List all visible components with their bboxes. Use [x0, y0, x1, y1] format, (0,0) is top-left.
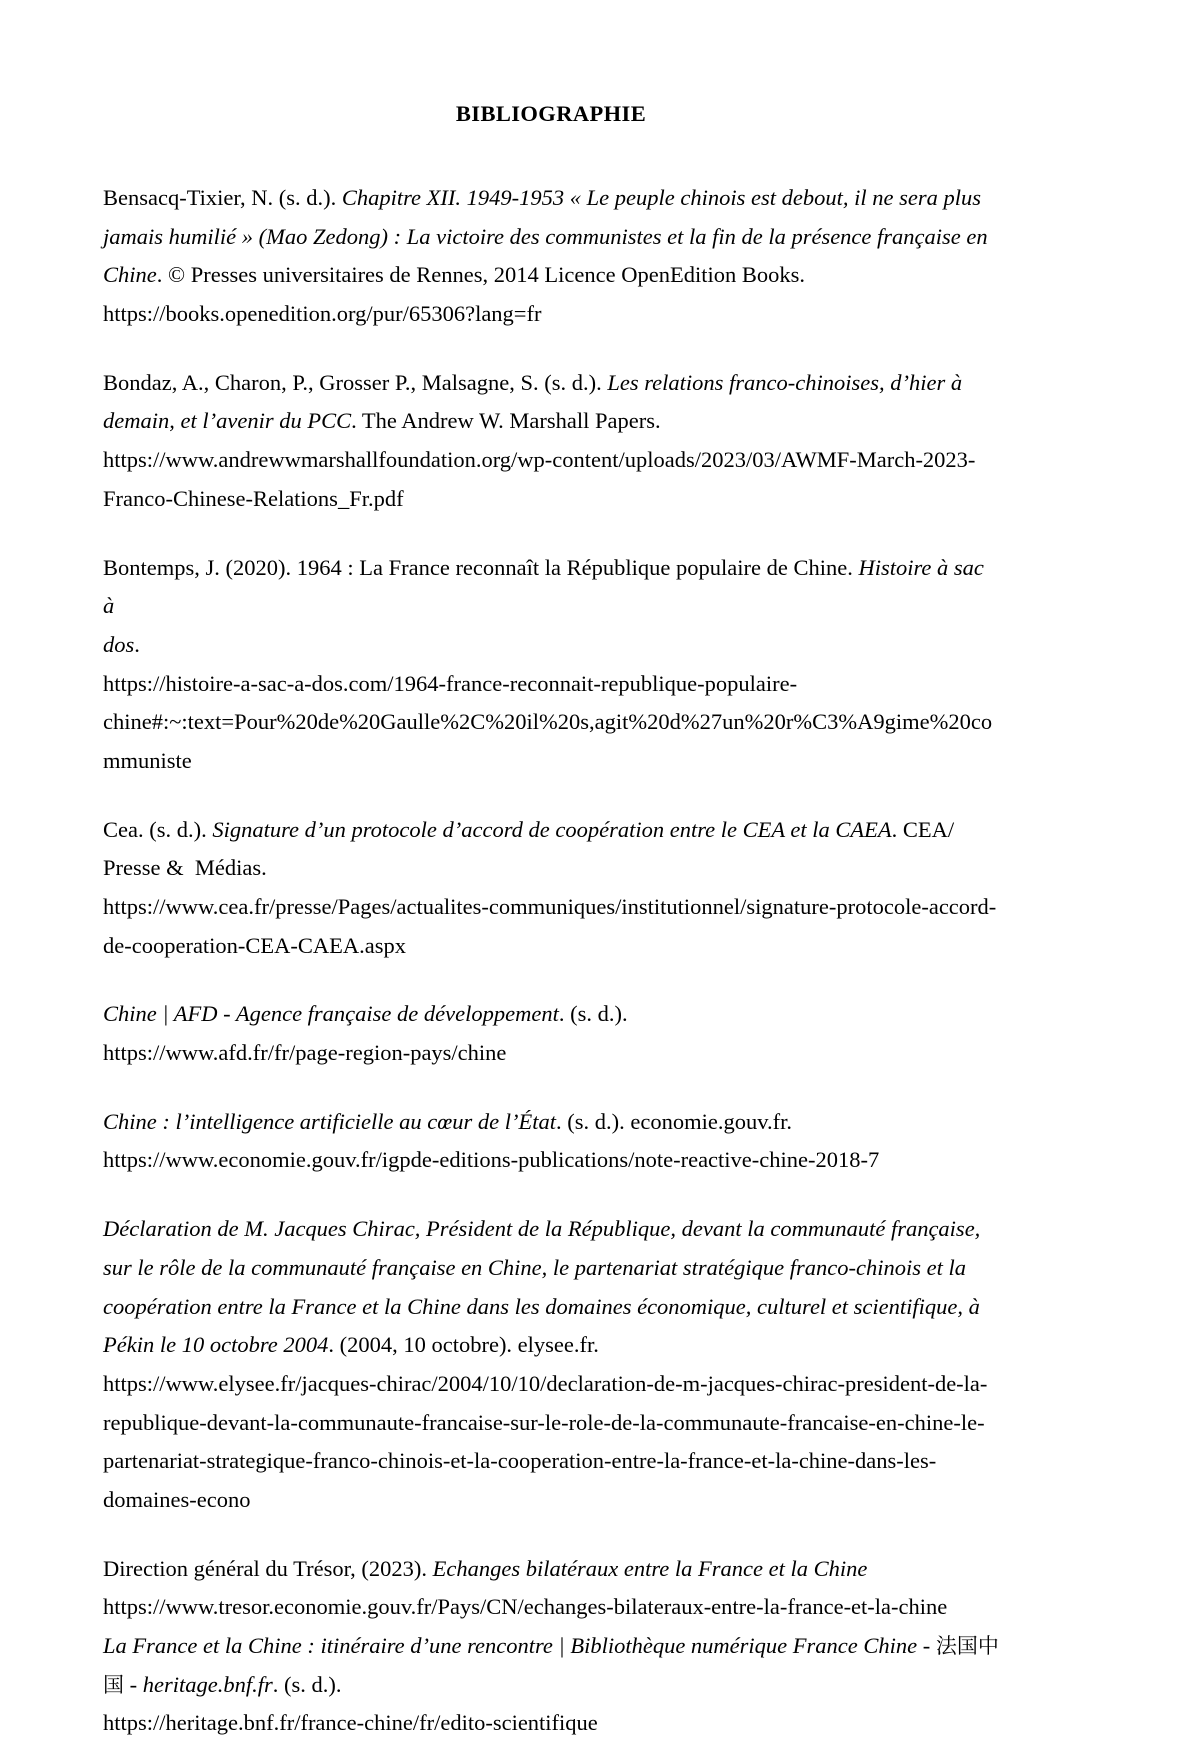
entry-line	[103, 402, 999, 441]
italic-title-text: Chine	[103, 262, 157, 288]
reference-text: Direction général du Trésor, (2023).	[103, 1555, 433, 1581]
entry-line	[103, 256, 999, 295]
italic-title-text: demain, et l’avenir du PCC	[103, 408, 352, 434]
reference-text: Cea. (s. d.).	[103, 816, 213, 842]
italic-title-text: Chine | AFD - Agence française de développement	[103, 1001, 559, 1027]
entry-line	[103, 811, 999, 850]
bibliography-entry	[103, 995, 999, 1072]
italic-title-text: Chine : l’intelligence artificielle au cœur de l’État	[103, 1108, 557, 1134]
italic-title-text: Les relations franco-chinoises, d’hier à	[607, 369, 963, 395]
entry-line	[103, 1627, 999, 1666]
entry-line	[103, 1326, 999, 1365]
entry-line	[103, 927, 999, 966]
italic-title-text: Echanges bilatéraux entre la France et la Chine	[432, 1555, 868, 1581]
reference-text: https://histoire-a-sac-a-dos.com/1964-france-reconnait-republique-populaire-	[103, 670, 798, 696]
italic-title-text: Chapitre XII. 1949-1953 « Le peuple chinois est debout, il ne sera plus	[341, 185, 981, 210]
entry-line	[103, 549, 999, 626]
italic-title-text: Histoire à sac à	[103, 554, 990, 619]
reference-text: . © Presses universitaires de Rennes, 2014 Licence OpenEdition Books.	[156, 262, 805, 288]
reference-text: https://www.tresor.economie.gouv.fr/Pays/CN/echanges-bilateraux-entre-la-france-et-la-chine	[103, 1594, 948, 1620]
entry-line	[103, 665, 999, 704]
italic-title-text: coopération entre la France et la Chine dans les domaines économique, culturel et scientifique, à	[103, 1293, 980, 1319]
entry-line	[103, 364, 999, 403]
entry-line	[103, 1588, 999, 1627]
entry-line	[103, 1442, 999, 1481]
entry-line	[103, 703, 999, 742]
reference-text: https://heritage.bnf.fr/france-chine/fr/edito-scientifique	[103, 1710, 598, 1736]
entry-line	[103, 295, 999, 334]
entry-line	[103, 888, 999, 927]
italic-title-text: dos	[103, 631, 135, 657]
entry-line	[103, 1210, 999, 1249]
bibliography-entry	[103, 549, 999, 781]
bibliography-entry	[103, 364, 999, 519]
bibliography-entry	[103, 1550, 999, 1743]
entry-line	[103, 1103, 999, 1142]
entry-line	[103, 1404, 999, 1443]
reference-text: republique-devant-la-communaute-francaise-sur-le-role-de-la-communaute-francaise-en-chine-le-	[103, 1409, 985, 1435]
italic-title-text: Pékin le 10 octobre 2004	[103, 1332, 329, 1358]
reference-text: de-cooperation-CEA-CAEA.aspx	[103, 932, 407, 958]
bibliography-entry-list	[103, 179, 999, 1743]
bibliography-entry	[103, 1103, 999, 1180]
italic-title-text: La France et la Chine : itinéraire d’une rencontre | Bibliothèque numérique France Chine -	[103, 1633, 936, 1658]
entry-line	[103, 480, 999, 519]
reference-text: chine#:~:text=Pour%20de%20Gaulle%2C%20il%20s,agit%20d%27un%20r%C3%A9gime%20co	[103, 709, 993, 735]
entry-line	[103, 1249, 999, 1288]
italic-title-text: Signature d’un protocole d’accord de coopération entre le CEA et la CAEA	[212, 816, 892, 842]
reference-text: . The Andrew W. Marshall Papers.	[351, 408, 661, 434]
reference-text: . CEA/	[891, 816, 955, 842]
italic-title-text: jamais humilié » (Mao Zedong) : La victoire des communistes et la fin de la présence française en	[103, 223, 988, 249]
reference-text: domaines-econo	[103, 1486, 251, 1512]
reference-text: https://www.economie.gouv.fr/igpde-editions-publications/note-reactive-chine-2018-7	[103, 1147, 880, 1173]
italic-title-text: heritage.bnf.fr	[142, 1671, 273, 1697]
page-title: BIBLIOGRAPHIE	[455, 101, 647, 126]
entry-line	[103, 1034, 999, 1073]
bibliography-entry	[103, 811, 999, 966]
reference-text: . (s. d.).	[558, 1001, 628, 1027]
entry-line	[103, 1704, 999, 1743]
bibliography-entry	[103, 179, 999, 334]
reference-text: Bensacq-Tixier, N. (s. d.).	[103, 185, 342, 210]
bibliography-content	[103, 100, 999, 1743]
bibliography-entry	[103, 1210, 999, 1520]
entry-line	[103, 441, 999, 480]
entry-line	[103, 849, 999, 888]
reference-text: . (s. d.).	[272, 1671, 342, 1697]
entry-line	[103, 1666, 999, 1705]
reference-text: . (2004, 10 octobre). elysee.fr.	[328, 1332, 599, 1358]
chinese-text: 法国中	[935, 1634, 999, 1658]
italic-title-text: Déclaration de M. Jacques Chirac, Président de la République, devant la communauté française,	[103, 1216, 981, 1242]
reference-text: Bontemps, J. (2020). 1964 : La France reconnaît la République populaire de Chine.	[103, 554, 859, 580]
reference-text: Presse & Médias.	[103, 855, 267, 881]
reference-text: https://books.openedition.org/pur/65306?lang=fr	[103, 301, 542, 327]
entry-line	[103, 1365, 999, 1404]
entry-line	[103, 218, 999, 257]
entry-line	[103, 1288, 999, 1327]
italic-title-text: sur le rôle de la communauté française en Chine, le partenariat stratégique franco-chinois et la	[103, 1254, 966, 1280]
reference-text: https://www.elysee.fr/jacques-chirac/2004/10/10/declaration-de-m-jacques-chirac-president-de-la-	[103, 1370, 988, 1396]
reference-text: partenariat-strategique-franco-chinois-et-la-cooperation-entre-la-france-et-la-chine-dans-les-	[103, 1448, 937, 1474]
reference-text: Franco-Chinese-Relations_Fr.pdf	[103, 485, 404, 511]
entry-line	[103, 1141, 999, 1180]
reference-text: https://www.afd.fr/fr/page-region-pays/chine	[103, 1040, 507, 1066]
reference-text: https://www.andrewwmarshallfoundation.org/wp-content/uploads/2023/03/AWMF-March-2023-	[103, 447, 976, 473]
reference-text: https://www.cea.fr/presse/Pages/actualites-communiques/institutionnel/signature-protocole-accord-	[103, 894, 997, 919]
reference-text: mmuniste	[103, 747, 192, 773]
reference-text: Bondaz, A., Charon, P., Grosser P., Malsagne, S. (s. d.).	[103, 369, 608, 395]
entry-line	[103, 1550, 999, 1589]
reference-text: . (s. d.). economie.gouv.fr.	[556, 1108, 793, 1134]
reference-text: -	[124, 1671, 143, 1697]
entry-line	[103, 179, 999, 218]
chinese-text: 国	[103, 1672, 124, 1697]
entry-line	[103, 1481, 999, 1520]
reference-text: .	[134, 631, 140, 657]
entry-line	[103, 742, 999, 781]
entry-line	[103, 626, 999, 665]
entry-line	[103, 995, 999, 1034]
